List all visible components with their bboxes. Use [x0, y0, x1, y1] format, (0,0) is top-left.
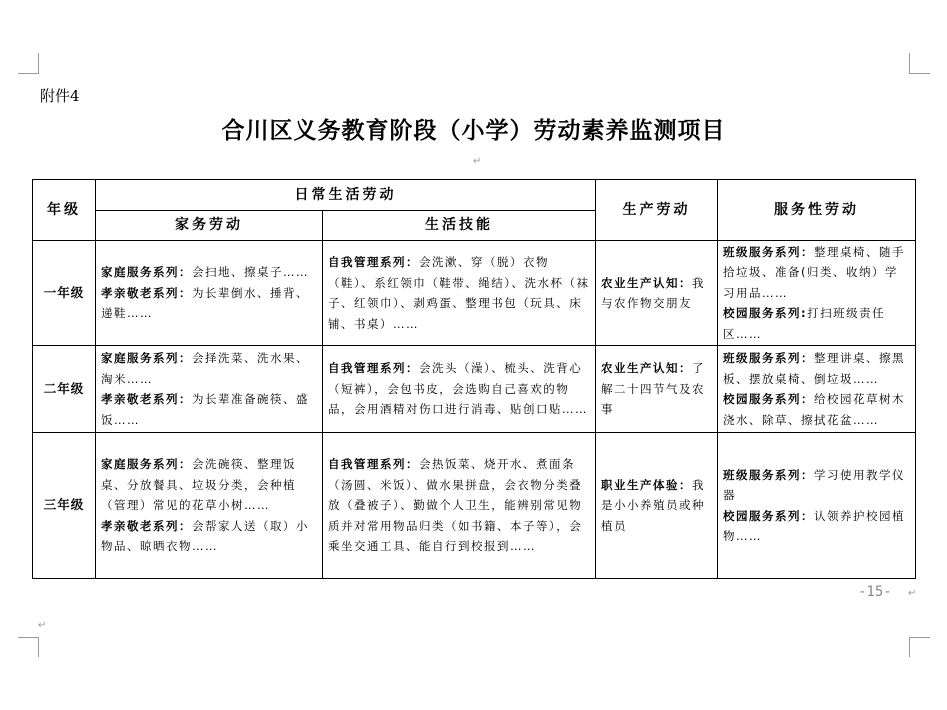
series-text: 打扫班级责任区…… — [723, 306, 886, 341]
production-cell — [596, 346, 718, 433]
series-text: 会帮家人送（取）小物品、晾晒衣物…… — [101, 518, 309, 554]
table-row — [33, 433, 916, 579]
series-label: 农业生产认知： — [601, 361, 692, 376]
service-cell — [718, 241, 916, 346]
series-label: 自我管理系列： — [328, 255, 419, 269]
series-label: 校园服务系列： — [723, 392, 814, 406]
series-label: 班级服务系列： — [723, 351, 814, 365]
header-grade: 年级 — [33, 180, 96, 241]
series-text: 认领养护校园植物…… — [723, 508, 905, 543]
corner-mark-tl — [38, 53, 39, 73]
header-life-skills: 生活技能 — [323, 211, 596, 241]
table-row — [33, 241, 916, 346]
series-text: 会洗漱、穿（脱）衣物（鞋）、系红领巾（鞋带、绳结）、洗水杯（袜子、红领巾）、剥鸡蛋、整理书包（玩具、床铺、书桌）…… — [328, 255, 590, 331]
series-text: 会洗头（澡）、梳头、洗背心（短裤），会包书皮，会选购自己喜欢的物品，会用酒精对伤口进行消毒、贴创口贴…… — [328, 361, 588, 417]
series-label: 班级服务系列： — [723, 467, 814, 482]
series-text: 了解二十四节气及农事 — [601, 361, 705, 417]
grade-cell: 三年级 — [33, 433, 96, 579]
life-skills-cell — [323, 346, 596, 433]
header-service: 服务性劳动 — [718, 180, 916, 241]
table-row — [33, 346, 916, 433]
corner-mark-tr — [909, 73, 930, 74]
title-text: 合川区义务教育阶段（小学）劳动素养监测项目 — [221, 117, 726, 144]
header-production: 生产劳动 — [596, 180, 718, 241]
series-label: 自我管理系列： — [328, 361, 419, 376]
series-text: 给校园花草树木浇水、除草、擦拭花盆…… — [723, 392, 905, 427]
document-title — [0, 112, 947, 145]
monitoring-table — [32, 179, 916, 579]
paragraph-mark: ↵ — [38, 620, 47, 631]
series-label: 家庭服务系列： — [101, 457, 192, 472]
series-label: 职业生产体验： — [601, 477, 692, 492]
paragraph-mark: ↵ — [473, 156, 482, 167]
series-label: 班级服务系列： — [723, 244, 814, 259]
series-text: 会择洗菜、洗水果、淘米…… — [101, 351, 309, 386]
series-text: 为长辈准备碗筷、盛饭…… — [101, 392, 309, 427]
series-label: 校园服务系列： — [723, 508, 814, 523]
series-text: 整理桌椅、随手拾垃圾、准备(归类、收纳）学习用品…… — [723, 244, 905, 300]
series-label: 家庭服务系列： — [101, 265, 192, 280]
series-label: 孝亲敬老系列： — [101, 518, 192, 533]
service-cell — [718, 346, 916, 433]
production-cell — [596, 433, 718, 579]
series-text: 会洗碗筷、整理饭桌、分放餐具、垃圾分类，会种植（管理）常见的花草小树…… — [101, 457, 296, 513]
corner-mark-bl — [38, 637, 39, 657]
series-text: 会热饭菜、烧开水、煮面条（汤圆、米饭）、做水果拼盘，会衣物分类叠放（叠被子）、勤做个人卫生，能辨别常见物质并对常用物品归类（如书籍、本子等），会乘坐交通工具、能自行到校报到…… — [328, 457, 583, 554]
series-label: 校园服务系列: — [723, 306, 808, 321]
corner-mark-br — [909, 637, 930, 638]
paragraph-mark: ↵ — [908, 588, 917, 599]
housework-cell — [96, 241, 323, 346]
series-label: 孝亲敬老系列： — [101, 392, 192, 406]
grade-cell: 二年级 — [33, 346, 96, 433]
series-text: 学习使用教学仪器 — [723, 467, 905, 502]
series-label: 孝亲敬老系列： — [101, 285, 192, 300]
series-text: 会扫地、擦桌子…… — [192, 265, 309, 280]
page-number: -15- — [858, 584, 892, 600]
life-skills-cell — [323, 433, 596, 579]
grade-cell: 一年级 — [33, 241, 96, 346]
header-daily-life: 日常生活劳动 — [96, 180, 596, 211]
corner-mark-bl — [18, 637, 39, 638]
housework-cell — [96, 433, 323, 579]
header-housework: 家务劳动 — [96, 211, 323, 241]
attachment-label: 附件4 — [40, 87, 80, 105]
life-skills-cell — [323, 241, 596, 346]
corner-mark-br — [909, 637, 910, 657]
housework-cell — [96, 346, 323, 433]
corner-mark-tr — [909, 53, 910, 73]
series-text: 我是小小养殖员或种植员 — [601, 477, 705, 533]
series-text: 我与农作物交朋友 — [601, 275, 705, 310]
corner-mark-tl — [18, 73, 39, 74]
production-cell — [596, 241, 718, 346]
series-label: 自我管理系列： — [328, 457, 419, 472]
series-text: 整理讲桌、擦黑板、摆放桌椅、倒垃圾…… — [723, 351, 905, 386]
series-label: 农业生产认知： — [601, 275, 692, 290]
series-text: 为长辈倒水、捶背、递鞋…… — [101, 285, 309, 321]
series-label: 家庭服务系列： — [101, 351, 192, 365]
service-cell — [718, 433, 916, 579]
